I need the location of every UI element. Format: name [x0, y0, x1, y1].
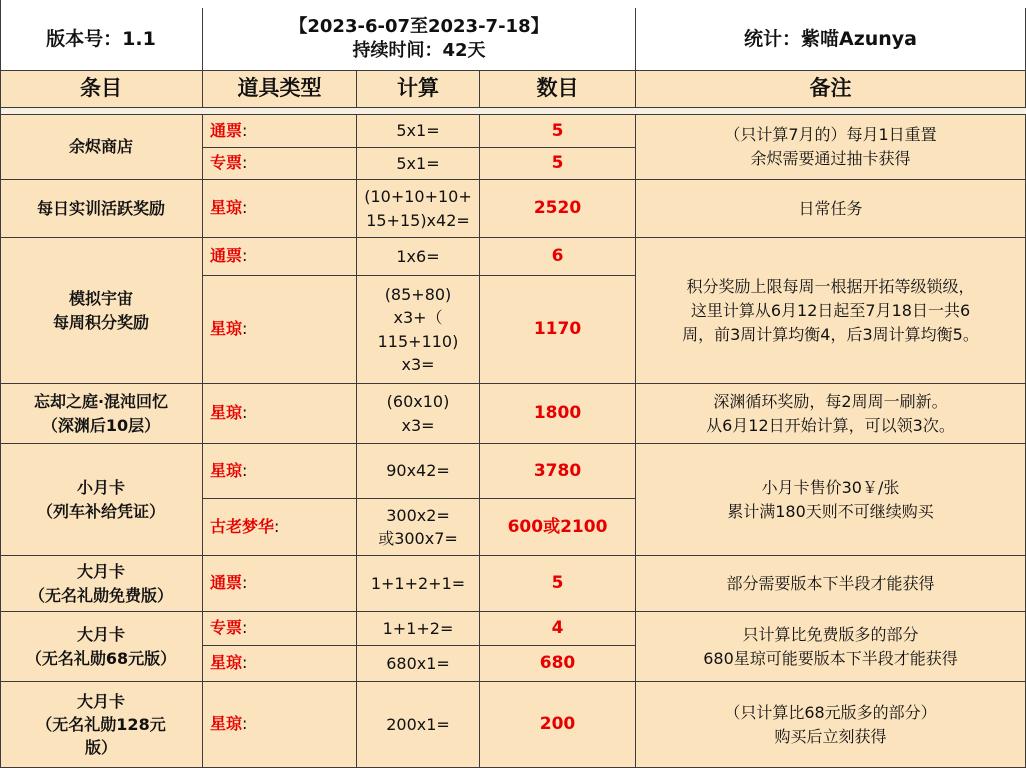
- count-value: 600或2100: [507, 516, 608, 537]
- row-item-cell[interactable]: [0, 682, 203, 768]
- item-type-name: 星琼: [210, 319, 243, 339]
- item-type-suffix: :: [242, 246, 248, 266]
- calc-text: 15+15)x42=: [366, 210, 470, 230]
- count-value: 200: [539, 714, 576, 735]
- note-text: 深渊循环奖励，每2周周一刷新。: [713, 391, 948, 411]
- date-range-text: 【2023-6-07至2023-7-18】: [289, 15, 549, 37]
- count-value: 6: [551, 246, 564, 267]
- calc-text: x3=: [401, 354, 435, 374]
- item-type-suffix: :: [242, 198, 248, 218]
- calc-cell[interactable]: [357, 682, 480, 768]
- calc-text: (60x10): [386, 392, 450, 412]
- item-type-cell[interactable]: [203, 612, 357, 646]
- count-cell[interactable]: [480, 612, 636, 646]
- calc-text: 115+110): [377, 331, 459, 351]
- calc-text: 200x1=: [386, 714, 450, 734]
- item-type-suffix: :: [242, 120, 248, 140]
- count-cell[interactable]: [480, 180, 636, 238]
- row-item-text: 忘却之庭·混沌回忆: [33, 392, 169, 412]
- item-type-name: 星琼: [210, 460, 243, 480]
- stats-text: 统计：紫喵Azunya: [743, 27, 918, 50]
- column-header-type-label: 道具类型: [237, 76, 322, 101]
- calc-text: 90x42=: [386, 461, 450, 481]
- count-value: 3780: [533, 460, 582, 481]
- count-value: 680: [539, 653, 576, 674]
- row-item-cell[interactable]: [0, 238, 203, 384]
- row-item-text: 模拟宇宙: [68, 289, 133, 309]
- count-cell[interactable]: [480, 682, 636, 768]
- item-type-name: 通票: [210, 573, 243, 593]
- note-text: 小月卡售价30￥/张: [761, 477, 900, 497]
- item-type-name: 星琼: [210, 403, 243, 423]
- note-text: 累计满180天则不可继续购买: [727, 501, 934, 521]
- row-item-text: （深渊后10层）: [41, 415, 161, 435]
- frozen-pane-divider: [0, 108, 1026, 115]
- note-cell[interactable]: [636, 556, 1026, 612]
- item-type-cell[interactable]: [203, 682, 357, 768]
- item-type-name: 通票: [210, 246, 243, 266]
- note-text: 680星琼可能要版本下半段才能获得: [703, 648, 958, 668]
- column-header-item[interactable]: [0, 71, 203, 108]
- item-type-cell[interactable]: [203, 444, 357, 499]
- note-text: 周，前3周计算均衡4，后3周计算均衡5。: [682, 324, 979, 344]
- row-item-text: （列车补给凭证）: [36, 501, 165, 521]
- duration-text: 持续时间：42天: [352, 40, 486, 61]
- row-item-cell[interactable]: [0, 180, 203, 238]
- item-type-suffix: :: [242, 403, 248, 423]
- count-cell[interactable]: [480, 556, 636, 612]
- calc-cell[interactable]: [357, 180, 480, 238]
- column-header-calc[interactable]: [357, 71, 480, 108]
- column-header-count[interactable]: [480, 71, 636, 108]
- column-header-type[interactable]: [203, 71, 357, 108]
- note-cell[interactable]: [636, 180, 1026, 238]
- count-cell[interactable]: [480, 384, 636, 444]
- item-type-cell[interactable]: [203, 556, 357, 612]
- count-value: 1170: [533, 319, 582, 340]
- calc-cell[interactable]: [357, 276, 480, 384]
- row-item-text: 大月卡: [76, 562, 125, 582]
- calc-cell[interactable]: [357, 384, 480, 444]
- row-item-cell[interactable]: [0, 115, 203, 180]
- row-item-text: 每日实训活跃奖励: [36, 198, 165, 218]
- item-type-suffix: :: [242, 460, 248, 480]
- row-item-text: （无名礼勋免费版）: [28, 585, 173, 605]
- count-value: 4: [551, 618, 564, 639]
- row-item-cell[interactable]: [0, 556, 203, 612]
- column-header-note-label: 备注: [809, 76, 852, 101]
- column-header-note[interactable]: [636, 71, 1026, 108]
- calc-cell[interactable]: [357, 499, 480, 556]
- column-header-count-label: 数目: [536, 76, 579, 101]
- row-item-text: 版）: [84, 738, 117, 758]
- note-cell[interactable]: [636, 682, 1026, 768]
- calc-cell[interactable]: [357, 646, 480, 682]
- item-type-cell[interactable]: [203, 180, 357, 238]
- stats-cell[interactable]: [636, 8, 1026, 71]
- note-text: 这里计算从6月12日起至7月18日一共6: [690, 300, 971, 320]
- calc-cell[interactable]: [357, 115, 480, 148]
- calc-text: (10+10+10+: [364, 187, 472, 207]
- calc-text: x3+（: [393, 308, 443, 328]
- calc-text: 680x1=: [386, 653, 450, 673]
- item-type-cell[interactable]: [203, 276, 357, 384]
- calc-cell[interactable]: [357, 238, 480, 276]
- item-type-name: 专票: [210, 618, 243, 638]
- note-text: 部分需要版本下半段才能获得: [726, 573, 935, 593]
- count-cell[interactable]: [480, 444, 636, 499]
- item-type-cell[interactable]: [203, 238, 357, 276]
- note-cell[interactable]: [636, 444, 1026, 556]
- count-cell[interactable]: [480, 499, 636, 556]
- version-cell[interactable]: [0, 8, 203, 71]
- row-item-text: （无名礼勋128元: [36, 714, 166, 734]
- calc-cell[interactable]: [357, 612, 480, 646]
- calc-text: (85+80): [384, 285, 452, 305]
- calc-cell[interactable]: [357, 444, 480, 499]
- item-type-suffix: :: [242, 653, 248, 673]
- note-text: （只计算7月的）每月1日重置: [724, 125, 937, 144]
- left-border: [0, 0, 1, 768]
- note-text: 购买后立刻获得: [774, 726, 887, 746]
- item-type-name: 专票: [210, 153, 243, 173]
- note-text: 积分奖励上限每周一根据开拓等级锁级，: [686, 276, 975, 296]
- note-text: （只计算比68元版多的部分）: [724, 702, 937, 722]
- calc-text: 300x2=: [386, 505, 450, 525]
- calc-text: 1x6=: [396, 246, 440, 266]
- row-item-cell[interactable]: [0, 612, 203, 682]
- calc-text: 1+1+2=: [382, 618, 454, 638]
- note-text: 从6月12日开始计算，可以领3次。: [706, 415, 955, 435]
- calc-text: x3=: [401, 415, 435, 435]
- count-value: 5: [551, 120, 564, 141]
- calc-cell[interactable]: [357, 148, 480, 180]
- count-value: 2520: [533, 198, 582, 219]
- count-cell[interactable]: [480, 276, 636, 384]
- item-type-cell[interactable]: [203, 646, 357, 682]
- item-type-cell[interactable]: [203, 115, 357, 148]
- item-type-suffix: :: [242, 714, 248, 734]
- note-cell[interactable]: [636, 238, 1026, 384]
- row-item-text: 大月卡: [76, 625, 125, 645]
- column-header-item-label: 条目: [80, 76, 122, 101]
- item-type-suffix: :: [242, 153, 248, 173]
- column-header-calc-label: 计算: [397, 76, 439, 101]
- note-cell[interactable]: [636, 612, 1026, 682]
- item-type-name: 星琼: [210, 714, 243, 734]
- note-text: 日常任务: [798, 198, 863, 218]
- note-text: 余烬需要通过抽卡获得: [750, 149, 911, 168]
- count-value: 5: [551, 153, 564, 174]
- note-text: 只计算比免费版多的部分: [742, 624, 919, 644]
- calc-text: 1+1+2+1=: [370, 573, 466, 593]
- item-type-name: 星琼: [210, 653, 243, 673]
- count-cell[interactable]: [480, 115, 636, 148]
- version-text: 版本号：1.1: [46, 27, 156, 50]
- count-cell[interactable]: [480, 238, 636, 276]
- calc-text: 或300x7=: [378, 529, 458, 548]
- calc-text: 5x1=: [396, 153, 440, 173]
- row-item-text: 余烬商店: [68, 137, 133, 157]
- note-cell[interactable]: [636, 384, 1026, 444]
- item-type-name: 通票: [210, 120, 243, 140]
- item-type-suffix: :: [242, 319, 248, 339]
- row-item-text: （无名礼勋68元版）: [25, 648, 177, 668]
- item-type-cell[interactable]: [203, 148, 357, 180]
- item-type-cell[interactable]: [203, 499, 357, 556]
- count-cell[interactable]: [480, 148, 636, 180]
- count-cell[interactable]: [480, 646, 636, 682]
- row-item-text: 小月卡: [76, 478, 125, 498]
- row-item-cell[interactable]: [0, 384, 203, 444]
- date-duration-cell[interactable]: [203, 8, 636, 71]
- item-type-cell[interactable]: [203, 384, 357, 444]
- item-type-name: 古老梦华: [210, 516, 275, 536]
- calc-cell[interactable]: [357, 556, 480, 612]
- row-item-text: 大月卡: [76, 691, 125, 711]
- item-type-name: 星琼: [210, 198, 243, 218]
- row-item-text: 每周积分奖励: [52, 312, 149, 332]
- item-type-suffix: :: [242, 618, 248, 638]
- item-type-suffix: :: [242, 573, 248, 593]
- calc-text: 5x1=: [396, 121, 440, 141]
- item-type-suffix: :: [274, 516, 280, 536]
- count-value: 5: [551, 573, 564, 594]
- count-value: 1800: [533, 403, 582, 424]
- row-item-cell[interactable]: [0, 444, 203, 556]
- note-cell[interactable]: [636, 115, 1026, 180]
